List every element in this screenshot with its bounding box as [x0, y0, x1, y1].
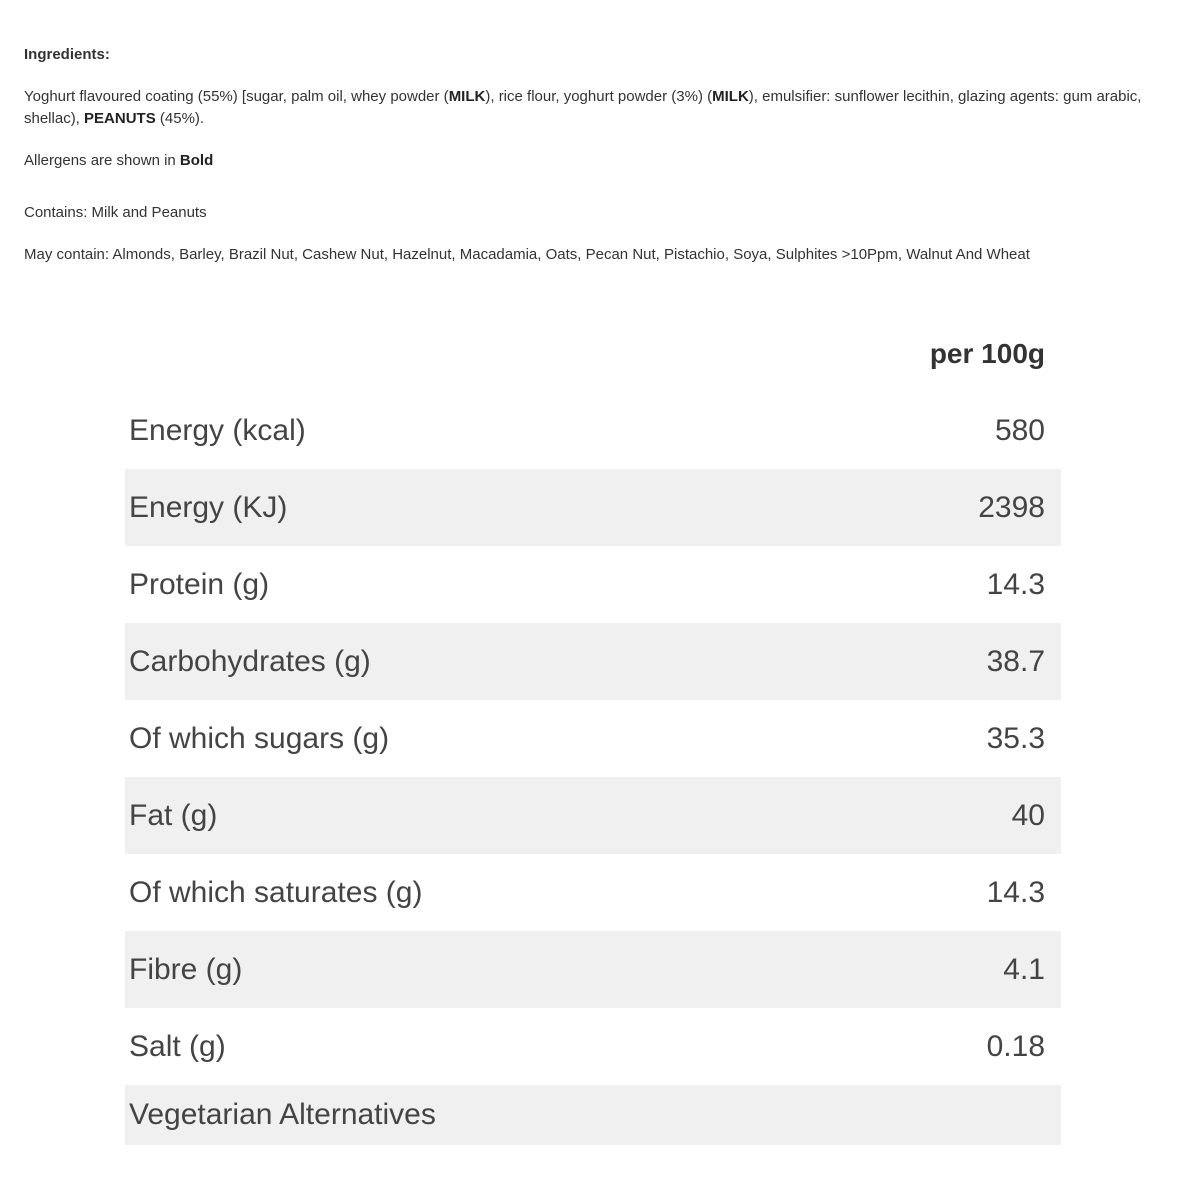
ingredients-section [24, 44, 1174, 266]
nutrition-label: Energy (kcal) [129, 413, 306, 447]
nutrition-value: 14.3 [986, 875, 1045, 909]
nutrition-value: 40 [1011, 798, 1045, 832]
ingredients-text-part: (45%). [155, 110, 205, 127]
may-contain-text: May contain: Almonds, Barley, Brazil Nut, Cashew Nut, Hazelnut, Macadamia, Oats, Pecan Nut, Pistachio, Soya, Sulphites >10Ppm, Walnut And Wheat [24, 246, 1030, 263]
nutrition-label: Protein (g) [129, 567, 270, 601]
ingredients-text [24, 86, 1174, 130]
nutrition-value: 2398 [978, 490, 1045, 524]
nutrition-row-sugars [125, 700, 1061, 777]
nutrition-label: Fibre (g) [129, 952, 243, 986]
allergen-milk: MILK [712, 88, 749, 105]
nutrition-label: Of which saturates (g) [129, 875, 423, 909]
allergen-milk: MILK [448, 88, 486, 105]
nutrition-value: 14.3 [986, 567, 1045, 601]
nutrition-value: 4.1 [1003, 952, 1045, 986]
nutrition-row-carbohydrates [125, 623, 1061, 700]
nutrition-label: Carbohydrates (g) [129, 644, 371, 678]
nutrition-label: Fat (g) [129, 798, 218, 832]
nutrition-table [125, 315, 1061, 1145]
nutrition-row-vegetarian-alternatives [125, 1085, 1061, 1145]
allergen-peanuts: PEANUTS [84, 110, 156, 127]
nutrition-label: Vegetarian Alternatives [129, 1098, 436, 1131]
allergen-note-bold: Bold [179, 152, 214, 169]
ingredients-text-part: Yoghurt flavoured coating (55%) [sugar, palm oil, whey powder ( [24, 88, 449, 105]
nutrition-value: 38.7 [986, 644, 1045, 678]
nutrition-row-fat [125, 777, 1061, 854]
nutrition-value: 0.18 [986, 1029, 1045, 1063]
nutrition-row-protein [125, 546, 1061, 623]
ingredients-heading: Ingredients: [24, 46, 110, 63]
nutrition-row-fibre [125, 931, 1061, 1008]
nutrition-label: Salt (g) [129, 1029, 226, 1063]
nutrition-row-energy-kcal [125, 392, 1061, 469]
contains-text: Contains: Milk and Peanuts [24, 204, 207, 221]
nutrition-row-energy-kj [125, 469, 1061, 546]
ingredients-text-part: ), emulsifier: sunflower lecithin, glazing agents: gum arabic, shellac), [24, 88, 1142, 127]
ingredients-text-part: ), rice flour, yoghurt powder (3%) ( [485, 88, 713, 105]
nutrition-value: 580 [994, 413, 1045, 447]
nutrition-column-header: per 100g [929, 337, 1045, 369]
allergen-note-prefix: Allergens are shown in [24, 152, 180, 169]
nutrition-label: Of which sugars (g) [129, 721, 390, 755]
nutrition-value: 35.3 [986, 721, 1045, 755]
nutrition-label: Energy (KJ) [129, 490, 288, 524]
nutrition-row-salt [125, 1008, 1061, 1085]
nutrition-row-saturates [125, 854, 1061, 931]
allergen-note [24, 150, 1174, 172]
